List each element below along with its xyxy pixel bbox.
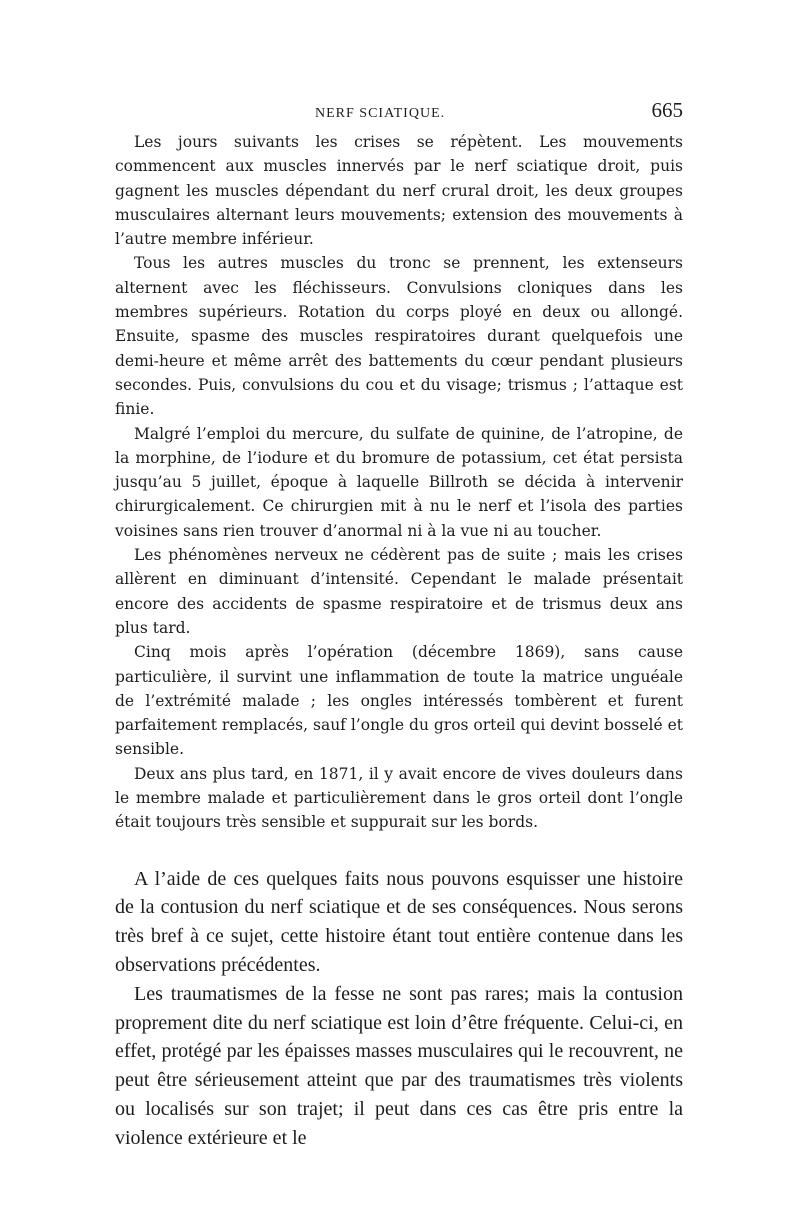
- paragraph-traumatisms: Les traumatismes de la fesse ne sont pas rares; mais la contusion proprement dite du nerf sciatique est loin d’être fréquente. Celui-ci, en effet, protégé par les épaisses masses musculaires qui le recouvrent, ne peut être sérieusement atteint que par des traumatismes très violents ou localisés sur son trajet; il peut dans ces cas être pris entre la violence extérieure et le: [115, 982, 683, 1149]
- book-page: [115, 96, 683, 1153]
- paragraph-history: A l’aide de ces quelques faits nous pouvons esquisser une histoire de la contusion du nerf sciatique et de ses conséquences. Nous serons très bref à ce sujet, cette histoire étant tout entière contenue dans les observations précédentes.: [115, 867, 683, 976]
- page-number: 665: [651, 98, 683, 122]
- paragraph-muscles: Tous les autres muscles du tronc se prennent, les extenseurs alternent avec les fléchisseurs. Convulsions cloniques dans les membres supérieurs. Rotation du corps ployé en deux ou allongé. Ensuite, spasme des muscles respiratoires durant quelquefois une demi-heure et même arrêt des battements du cœur pendant plusieurs secondes. Puis, convulsions du cou et du visage; trismus ; l’attaque est finie.: [115, 254, 683, 419]
- running-title: NERF SCIATIQUE.: [315, 106, 446, 121]
- discussion-text: [115, 865, 683, 1153]
- paragraph-follow-up: Deux ans plus tard, en 1871, il y avait encore de vives douleurs dans le membre malade et particulièrement dans le gros orteil dont l’ongle était toujours très sensible et suppurait sur les bords.: [115, 764, 683, 832]
- paragraph-inflammation: Cinq mois après l’opération (décembre 1869), sans cause particulière, il survint une inflammation de toute la matrice unguéale de l’extrémité malade ; les ongles intéressés tombèrent et furent parfaitement remplacés, sauf l’ongle du gros orteil qui devint bosselé et sensible.: [115, 643, 683, 759]
- paragraph-treatment: Malgré l’emploi du mercure, du sulfate de quinine, de l’atropine, de la morphine, de l’iodure et du bromure de potassium, cet état persista jusqu’au 5 juillet, époque à laquelle Billroth se décida à intervenir chirurgicalement. Ce chirurgien mit à nu le nerf et l’isola des parties voisines sans rien trouver d’anormal ni à la vue ni au toucher.: [115, 424, 683, 540]
- running-header: [115, 96, 683, 130]
- paragraph-nervous-phenomena: Les phénomènes nerveux ne cédèrent pas de suite ; mais les crises allèrent en diminuant d’intensité. Cependant le malade présentait encore des accidents de spasme respiratoire et de trismus deux ans plus tard.: [115, 546, 683, 637]
- section-gap: [115, 835, 683, 865]
- observation-text: [115, 130, 683, 835]
- paragraph-crises: Les jours suivants les crises se répètent. Les mouvements commencent aux muscles innervés par le nerf sciatique droit, puis gagnent les muscles dépendant du nerf crural droit, les deux groupes musculaires alternant leurs mouvements; extension des mouvements à l’autre membre inférieur.: [115, 133, 683, 249]
